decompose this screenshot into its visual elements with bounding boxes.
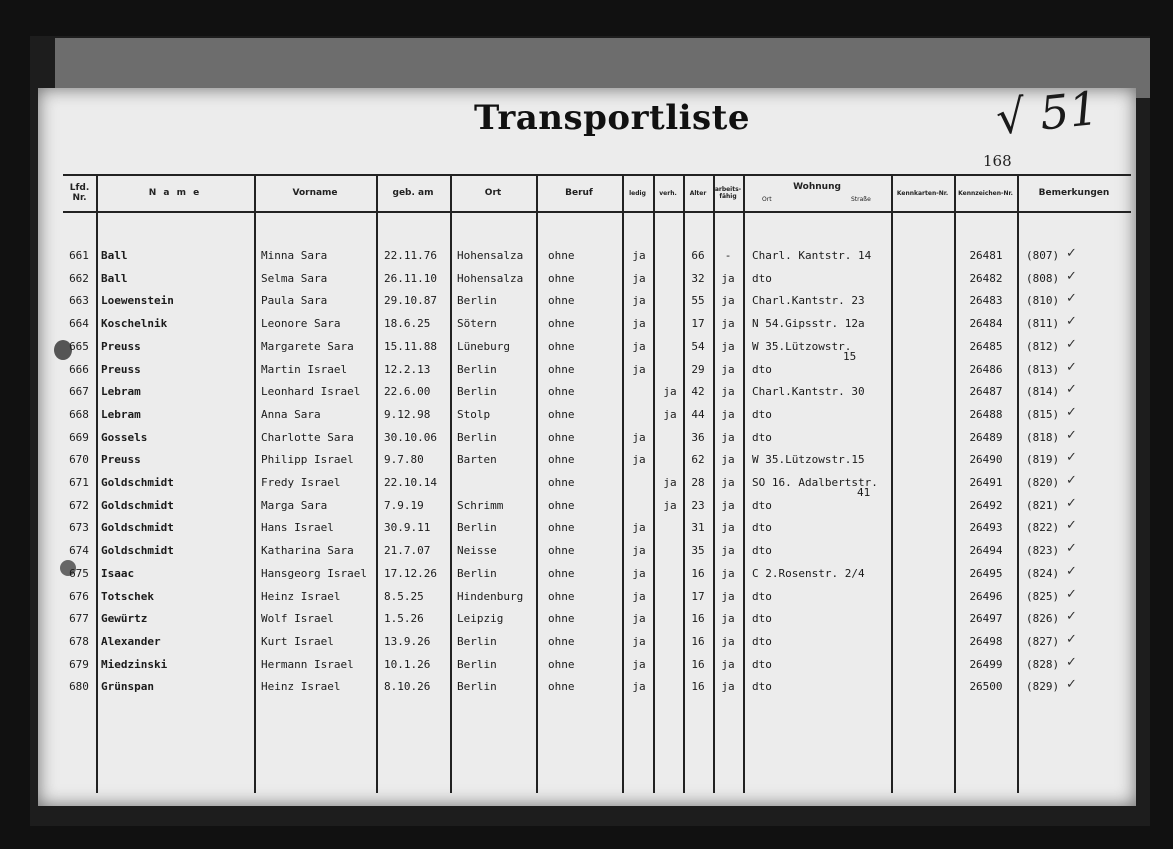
row-age: 28 xyxy=(691,476,705,489)
column-divider xyxy=(450,174,452,793)
row-age: 16 xyxy=(691,658,705,671)
row-birthplace: Barten xyxy=(457,453,497,466)
row-single: ja xyxy=(632,658,646,671)
row-single: ja xyxy=(632,363,646,376)
handwritten-check-icon: ✓ xyxy=(1066,337,1077,352)
row-birthplace: Berlin xyxy=(457,431,497,444)
row-name: Totschek xyxy=(101,590,154,603)
row-remark: (824) xyxy=(1026,567,1060,580)
row-number: 671 xyxy=(69,476,89,489)
row-occupation: ohne xyxy=(548,272,575,285)
row-fit-for-work: - xyxy=(724,249,732,262)
row-birthdate: 13.9.26 xyxy=(384,635,431,648)
row-name: Miedzinski xyxy=(101,658,168,671)
row-birthplace: Hohensalza xyxy=(457,272,524,285)
handwritten-check-icon: ✓ xyxy=(1066,541,1077,556)
row-occupation: ohne xyxy=(548,340,575,353)
row-fit-for-work: ja xyxy=(721,431,735,444)
row-residence: W 35.Lützowstr. xyxy=(752,340,852,353)
row-id-number: 26498 xyxy=(969,635,1003,648)
row-age: 23 xyxy=(691,499,705,512)
row-single: ja xyxy=(632,521,646,534)
handwritten-check-icon: ✓ xyxy=(1066,677,1077,692)
column-divider xyxy=(622,174,624,793)
row-name: Loewenstein xyxy=(101,294,174,307)
handwritten-check-icon: ✓ xyxy=(1066,655,1077,670)
row-occupation: ohne xyxy=(548,544,575,557)
row-birthplace: Sötern xyxy=(457,317,497,330)
row-remark: (807) xyxy=(1026,249,1060,262)
row-fit-for-work: ja xyxy=(721,658,735,671)
row-id-number: 26490 xyxy=(969,453,1003,466)
row-fit-for-work: ja xyxy=(721,272,735,285)
row-birthplace: Berlin xyxy=(457,521,497,534)
row-birthplace: Leipzig xyxy=(457,612,504,625)
row-occupation: ohne xyxy=(548,453,575,466)
handwritten-check-icon: ✓ xyxy=(1066,587,1077,602)
row-birthplace: Lüneburg xyxy=(457,340,510,353)
row-residence: dto xyxy=(752,680,772,693)
row-age: 36 xyxy=(691,431,705,444)
row-birthplace: Berlin xyxy=(457,567,497,580)
row-vorname: Leonore Sara xyxy=(261,317,341,330)
row-id-number: 26494 xyxy=(969,544,1003,557)
row-remark: (815) xyxy=(1026,408,1060,421)
row-remark: (823) xyxy=(1026,544,1060,557)
row-occupation: ohne xyxy=(548,476,575,489)
row-age: 16 xyxy=(691,635,705,648)
column-divider xyxy=(954,174,956,793)
row-name: Preuss xyxy=(101,363,141,376)
row-birthdate: 1.5.26 xyxy=(384,612,424,625)
row-number: 674 xyxy=(69,544,89,557)
row-married: ja xyxy=(663,408,677,421)
row-age: 17 xyxy=(691,590,705,603)
row-vorname: Minna Sara xyxy=(261,249,328,262)
row-name: Goldschmidt xyxy=(101,521,174,534)
column-divider xyxy=(683,174,685,793)
handwritten-check-icon: ✓ xyxy=(1066,428,1077,443)
row-married: ja xyxy=(663,476,677,489)
row-residence: dto xyxy=(752,408,772,421)
row-number: 665 xyxy=(69,340,89,353)
row-residence: dto xyxy=(752,544,772,557)
header-lfd-nr: Lfd. Nr. xyxy=(69,183,90,203)
row-birthplace: Berlin xyxy=(457,635,497,648)
row-fit-for-work: ja xyxy=(721,567,735,580)
row-birthdate: 9.7.80 xyxy=(384,453,424,466)
row-occupation: ohne xyxy=(548,431,575,444)
handwritten-sheet-mark: √ 51 xyxy=(993,80,1102,146)
row-age: 31 xyxy=(691,521,705,534)
header-ort: Ort xyxy=(484,188,502,198)
row-residence: N 54.Gipsstr. 12a xyxy=(752,317,865,330)
row-age: 42 xyxy=(691,385,705,398)
row-fit-for-work: ja xyxy=(721,612,735,625)
row-birthplace: Schrimm xyxy=(457,499,504,512)
header-verh: verh. xyxy=(659,189,677,197)
handwritten-check-icon: ✓ xyxy=(1066,246,1077,261)
row-fit-for-work: ja xyxy=(721,635,735,648)
row-fit-for-work: ja xyxy=(721,363,735,376)
row-occupation: ohne xyxy=(548,249,575,262)
row-birthplace: Berlin xyxy=(457,680,497,693)
row-birthplace: Stolp xyxy=(457,408,491,421)
row-id-number: 26495 xyxy=(969,567,1003,580)
row-residence: dto xyxy=(752,363,772,376)
row-number: 669 xyxy=(69,431,89,444)
row-id-number: 26492 xyxy=(969,499,1003,512)
handwritten-check-icon: ✓ xyxy=(1066,405,1077,420)
row-vorname: Marga Sara xyxy=(261,499,328,512)
row-remark: (825) xyxy=(1026,590,1060,603)
row-id-number: 26483 xyxy=(969,294,1003,307)
row-single: ja xyxy=(632,294,646,307)
row-residence: dto xyxy=(752,499,772,512)
handwritten-check-icon: ✓ xyxy=(1066,360,1077,375)
row-birthdate: 22.6.00 xyxy=(384,385,431,398)
row-age: 17 xyxy=(691,317,705,330)
row-fit-for-work: ja xyxy=(721,476,735,489)
row-id-number: 26497 xyxy=(969,612,1003,625)
row-married: ja xyxy=(663,385,677,398)
row-single: ja xyxy=(632,590,646,603)
row-fit-for-work: ja xyxy=(721,294,735,307)
row-residence: C 2.Rosenstr. 2/4 xyxy=(752,567,865,580)
row-occupation: ohne xyxy=(548,567,575,580)
row-birthdate: 15.11.88 xyxy=(384,340,437,353)
row-name: Isaac xyxy=(101,567,135,580)
row-age: 55 xyxy=(691,294,705,307)
row-number: 675 xyxy=(69,567,89,580)
row-vorname: Heinz Israel xyxy=(261,590,341,603)
row-fit-for-work: ja xyxy=(721,680,735,693)
row-occupation: ohne xyxy=(548,680,575,693)
row-id-number: 26500 xyxy=(969,680,1003,693)
column-divider xyxy=(743,174,745,793)
row-name: Gossels xyxy=(101,431,148,444)
row-single: ja xyxy=(632,317,646,330)
row-age: 66 xyxy=(691,249,705,262)
row-vorname: Fredy Israel xyxy=(261,476,341,489)
handwritten-check-icon: ✓ xyxy=(1066,564,1077,579)
row-number: 668 xyxy=(69,408,89,421)
row-birthplace: Hindenburg xyxy=(457,590,524,603)
row-number: 670 xyxy=(69,453,89,466)
handwritten-check-icon: ✓ xyxy=(1066,382,1077,397)
row-age: 16 xyxy=(691,612,705,625)
row-residence: dto xyxy=(752,658,772,671)
row-id-number: 26493 xyxy=(969,521,1003,534)
row-number: 679 xyxy=(69,658,89,671)
handwritten-check-icon: ✓ xyxy=(1066,291,1077,306)
row-birthdate: 18.6.25 xyxy=(384,317,431,330)
row-name: Alexander xyxy=(101,635,161,648)
row-residence: dto xyxy=(752,635,772,648)
row-id-number: 26484 xyxy=(969,317,1003,330)
row-fit-for-work: ja xyxy=(721,340,735,353)
row-remark: (810) xyxy=(1026,294,1060,307)
row-id-number: 26487 xyxy=(969,385,1003,398)
row-name: Preuss xyxy=(101,340,141,353)
column-divider xyxy=(1017,174,1019,793)
row-birthplace: Berlin xyxy=(457,658,497,671)
row-single: ja xyxy=(632,431,646,444)
row-remark: (814) xyxy=(1026,385,1060,398)
row-name: Goldschmidt xyxy=(101,499,174,512)
row-remark: (821) xyxy=(1026,499,1060,512)
row-birthdate: 30.9.11 xyxy=(384,521,431,534)
row-birthdate: 29.10.87 xyxy=(384,294,437,307)
row-residence: W 35.Lützowstr.15 xyxy=(752,453,865,466)
row-number: 663 xyxy=(69,294,89,307)
row-fit-for-work: ja xyxy=(721,408,735,421)
row-occupation: ohne xyxy=(548,590,575,603)
row-single: ja xyxy=(632,567,646,580)
row-fit-for-work: ja xyxy=(721,453,735,466)
handwritten-check-icon: ✓ xyxy=(1066,450,1077,465)
row-birthdate: 17.12.26 xyxy=(384,567,437,580)
row-name: Goldschmidt xyxy=(101,544,174,557)
row-vorname: Heinz Israel xyxy=(261,680,341,693)
row-single: ja xyxy=(632,612,646,625)
row-number: 677 xyxy=(69,612,89,625)
header-beruf: Beruf xyxy=(565,188,593,198)
header-wohnung: Wohnung xyxy=(793,182,841,192)
row-remark: (808) xyxy=(1026,272,1060,285)
header-kennzeichen-nr: Kennzeichen-Nr. xyxy=(958,189,1013,197)
row-fit-for-work: ja xyxy=(721,590,735,603)
row-number: 673 xyxy=(69,521,89,534)
row-fit-for-work: ja xyxy=(721,499,735,512)
row-vorname: Hermann Israel xyxy=(261,658,354,671)
row-single: ja xyxy=(632,453,646,466)
row-residence: dto xyxy=(752,612,772,625)
row-fit-for-work: ja xyxy=(721,544,735,557)
row-birthplace: Berlin xyxy=(457,294,497,307)
row-number: 680 xyxy=(69,680,89,693)
row-vorname: Paula Sara xyxy=(261,294,328,307)
row-id-number: 26485 xyxy=(969,340,1003,353)
column-divider xyxy=(254,174,256,793)
row-vorname: Philipp Israel xyxy=(261,453,354,466)
row-residence: SO 16. Adalbertstr. xyxy=(752,476,878,489)
row-remark: (822) xyxy=(1026,521,1060,534)
column-divider xyxy=(96,174,98,793)
row-single: ja xyxy=(632,635,646,648)
row-occupation: ohne xyxy=(548,635,575,648)
handwritten-check-icon: ✓ xyxy=(1066,609,1077,624)
row-married: ja xyxy=(663,499,677,512)
header-alter: Alter xyxy=(689,189,707,197)
handwritten-check-icon: ✓ xyxy=(1066,473,1077,488)
row-name: Goldschmidt xyxy=(101,476,174,489)
row-vorname: Kurt Israel xyxy=(261,635,334,648)
row-number: 667 xyxy=(69,385,89,398)
row-remark: (813) xyxy=(1026,363,1060,376)
row-residence-number: 15 xyxy=(843,350,857,363)
row-id-number: 26499 xyxy=(969,658,1003,671)
row-vorname: Hans Israel xyxy=(261,521,334,534)
row-id-number: 26491 xyxy=(969,476,1003,489)
row-residence: dto xyxy=(752,521,772,534)
row-remark: (828) xyxy=(1026,658,1060,671)
row-birthdate: 7.9.19 xyxy=(384,499,424,512)
row-single: ja xyxy=(632,680,646,693)
row-single: ja xyxy=(632,249,646,262)
row-remark: (818) xyxy=(1026,431,1060,444)
row-single: ja xyxy=(632,272,646,285)
row-birthdate: 8.5.25 xyxy=(384,590,424,603)
row-birthdate: 22.11.76 xyxy=(384,249,437,262)
header-wohnung-strasse: Straße xyxy=(851,196,871,203)
row-residence: dto xyxy=(752,272,772,285)
row-age: 62 xyxy=(691,453,705,466)
row-number: 662 xyxy=(69,272,89,285)
row-birthdate: 8.10.26 xyxy=(384,680,431,693)
row-age: 16 xyxy=(691,567,705,580)
row-vorname: Charlotte Sara xyxy=(261,431,354,444)
row-occupation: ohne xyxy=(548,408,575,421)
column-divider xyxy=(653,174,655,793)
row-number: 676 xyxy=(69,590,89,603)
row-number: 666 xyxy=(69,363,89,376)
row-vorname: Anna Sara xyxy=(261,408,321,421)
row-birthplace: Hohensalza xyxy=(457,249,524,262)
header-vorname: Vorname xyxy=(292,188,338,198)
row-number: 678 xyxy=(69,635,89,648)
row-birthdate: 9.12.98 xyxy=(384,408,431,421)
row-name: Ball xyxy=(101,249,128,262)
row-id-number: 26482 xyxy=(969,272,1003,285)
row-id-number: 26496 xyxy=(969,590,1003,603)
row-occupation: ohne xyxy=(548,385,575,398)
row-birthdate: 30.10.06 xyxy=(384,431,437,444)
header-name: N a m e xyxy=(148,188,202,198)
row-fit-for-work: ja xyxy=(721,521,735,534)
header-arbeitsfaehig: arbeits-fähig xyxy=(714,186,742,200)
handwritten-check-icon: ✓ xyxy=(1066,314,1077,329)
row-name: Gewürtz xyxy=(101,612,148,625)
row-occupation: ohne xyxy=(548,317,575,330)
row-remark: (829) xyxy=(1026,680,1060,693)
row-id-number: 26488 xyxy=(969,408,1003,421)
row-name: Ball xyxy=(101,272,128,285)
row-id-number: 26486 xyxy=(969,363,1003,376)
row-occupation: ohne xyxy=(548,612,575,625)
row-occupation: ohne xyxy=(548,294,575,307)
row-occupation: ohne xyxy=(548,363,575,376)
row-name: Lebram xyxy=(101,408,141,421)
column-divider xyxy=(376,174,378,793)
row-remark: (826) xyxy=(1026,612,1060,625)
handwritten-check-icon: ✓ xyxy=(1066,269,1077,284)
row-single: ja xyxy=(632,340,646,353)
header-wohnung-ort: Ort xyxy=(762,196,772,203)
header-bemerkungen: Bemerkungen xyxy=(1038,188,1110,198)
row-age: 44 xyxy=(691,408,705,421)
column-divider xyxy=(713,174,715,793)
row-age: 54 xyxy=(691,340,705,353)
row-age: 35 xyxy=(691,544,705,557)
row-birthplace: Berlin xyxy=(457,385,497,398)
row-birthplace: Berlin xyxy=(457,363,497,376)
row-residence: dto xyxy=(752,590,772,603)
row-birthdate: 21.7.07 xyxy=(384,544,431,557)
handwritten-check-icon: ✓ xyxy=(1066,632,1077,647)
row-id-number: 26481 xyxy=(969,249,1003,262)
row-remark: (812) xyxy=(1026,340,1060,353)
row-number: 672 xyxy=(69,499,89,512)
row-residence: Charl. Kantstr. 14 xyxy=(752,249,872,262)
row-occupation: ohne xyxy=(548,658,575,671)
row-vorname: Selma Sara xyxy=(261,272,328,285)
handwritten-check-icon: ✓ xyxy=(1066,518,1077,533)
row-vorname: Wolf Israel xyxy=(261,612,334,625)
row-age: 16 xyxy=(691,680,705,693)
row-residence: dto xyxy=(752,431,772,444)
row-number: 661 xyxy=(69,249,89,262)
row-age: 29 xyxy=(691,363,705,376)
document-title: Transportliste xyxy=(474,98,751,138)
row-occupation: ohne xyxy=(548,499,575,512)
handwritten-check-icon: ✓ xyxy=(1066,496,1077,511)
row-age: 32 xyxy=(691,272,705,285)
row-number: 664 xyxy=(69,317,89,330)
row-name: Koschelnik xyxy=(101,317,168,330)
row-residence-number: 41 xyxy=(857,486,871,499)
row-remark: (827) xyxy=(1026,635,1060,648)
row-residence: Charl.Kantstr. 30 xyxy=(752,385,865,398)
row-vorname: Martin Israel xyxy=(261,363,348,376)
row-birthdate: 12.2.13 xyxy=(384,363,431,376)
row-birthdate: 10.1.26 xyxy=(384,658,431,671)
row-name: Lebram xyxy=(101,385,141,398)
row-name: Preuss xyxy=(101,453,141,466)
row-residence: Charl.Kantstr. 23 xyxy=(752,294,865,307)
row-fit-for-work: ja xyxy=(721,385,735,398)
header-geb-am: geb. am xyxy=(392,188,434,198)
row-remark: (820) xyxy=(1026,476,1060,489)
row-remark: (819) xyxy=(1026,453,1060,466)
header-kennkarten-nr: Kennkarten-Nr. xyxy=(896,189,949,197)
row-remark: (811) xyxy=(1026,317,1060,330)
row-id-number: 26489 xyxy=(969,431,1003,444)
header-ledig: ledig xyxy=(629,189,646,197)
row-birthdate: 22.10.14 xyxy=(384,476,437,489)
column-divider xyxy=(536,174,538,793)
row-birthdate: 26.11.10 xyxy=(384,272,437,285)
page-number: 168 xyxy=(983,152,1012,170)
row-birthplace: Neisse xyxy=(457,544,497,557)
row-vorname: Katharina Sara xyxy=(261,544,354,557)
row-name: Grünspan xyxy=(101,680,154,693)
row-vorname: Hansgeorg Israel xyxy=(261,567,367,580)
row-fit-for-work: ja xyxy=(721,317,735,330)
row-occupation: ohne xyxy=(548,521,575,534)
row-vorname: Margarete Sara xyxy=(261,340,354,353)
row-single: ja xyxy=(632,544,646,557)
row-vorname: Leonhard Israel xyxy=(261,385,361,398)
